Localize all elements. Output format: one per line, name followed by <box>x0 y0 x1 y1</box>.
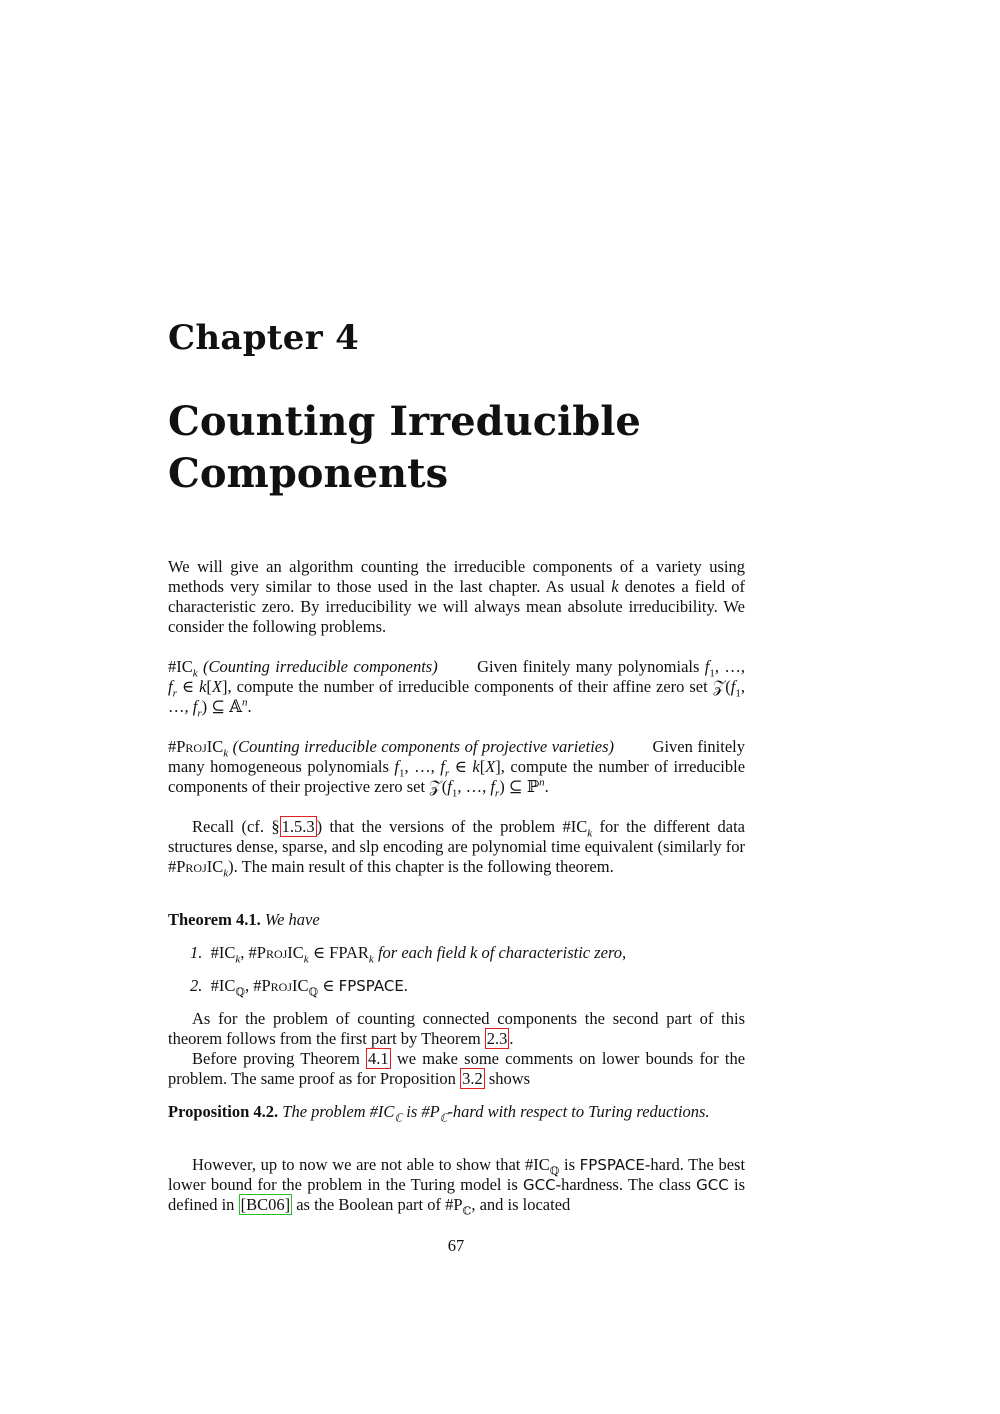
chapter-label: Chapter 4 <box>168 318 360 358</box>
proposition-ref-3-2[interactable]: 3.2 <box>462 1069 483 1088</box>
recall-paragraph: Recall (cf. § 1.5.3 ) that the versions of the problem $\#IC_k$ for the different data structures dense, sparse, and slp encoding are polynomial time equivalent (similarly for #ProjIC$_k$). The main result of this chapter is the following theorem. <box>168 817 745 880</box>
problem-ic-definition: $\#IC_k$ (Counting irreducible components) Given finitely many polynomials $f_1$, …, $f_r$ ∈ k[X], compute the number of irreducible components of their affine zero set $𝒵(f_1$, …, $f_r$) ⊆ 𝔸$^n$. <box>168 657 746 720</box>
proposition-label: Proposition 4.2. <box>168 1102 279 1121</box>
chapter-title-line-1: Counting Irreducible <box>168 398 641 445</box>
final-paragraph: However, up to now we are not able to show that $\#IC_ℚ$ is FPSPACE-hard. The best lower bound for the problem in the Turing model is GCC-hardness. The class GCC is defined in [BC06] as the Boolean part of $\#P_ℂ$, and is located <box>168 1155 746 1218</box>
proposition-4-2: Proposition 4.2. The problem $\#IC_ℂ$ is $\#P_ℂ$-hard with respect to Turing reductions. <box>168 1102 710 1125</box>
theorem-label: Theorem 4.1. <box>168 910 261 929</box>
problem-ic-title: (Counting irreducible components) <box>203 657 438 676</box>
theorem-heading <box>168 910 745 930</box>
section-ref-link[interactable]: 1.5.3 <box>281 817 315 836</box>
chapter-title <box>168 396 768 500</box>
lower-bounds-paragraph: Before proving Theorem 4.1 we make some comments on lower bounds for the problem. The same proof as for Proposition 3.2 shows <box>168 1049 746 1088</box>
problem-projic-name: #ProjIC$_k$ <box>168 737 229 760</box>
problem-projic-title: (Counting irreducible components of projective varieties) <box>232 737 615 756</box>
theorem-lead: We have <box>264 910 320 929</box>
page-number: 67 <box>447 1236 465 1255</box>
after-theorem-paragraph: As for the problem of counting connected components the second part of this theorem follows from the first part by Theorem 2.3 . <box>168 1009 745 1048</box>
intro-paragraph: We will give an algorithm counting the irreducible components of a variety using methods very similar to those used in the last chapter. As usual k denotes a field of characteristic zero. By irreducibility we will always mean absolute irreducibility. We consider the following problems. <box>168 557 746 636</box>
problem-ic-name: $\#IC_k$ <box>168 657 198 680</box>
problem-projic-definition: #ProjIC$_k$ (Counting irreducible components of projective varieties) Given finitely many homogeneous polynomials $f_1$, …, $f_r$ ∈ k[X], compute the number of irreducible components of their projective zero set $𝒵(f_1$, …, $f_r$) ⊆ ℙ$^n$. <box>168 737 746 800</box>
citation-bc06[interactable]: [BC06] <box>240 1195 291 1214</box>
theorem-ref-4-1[interactable]: 4.1 <box>368 1049 389 1068</box>
theorem-item-2: 2. $\#IC_ℚ$, #ProjIC$_ℚ$ ∈ FPSPACE. <box>190 976 408 999</box>
theorem-ref-2-3[interactable]: 2.3 <box>486 1029 508 1048</box>
chapter-title-line-2: Components <box>168 450 449 497</box>
theorem-item-1: 1. $\#IC_k$, #ProjIC$_k$ ∈ $FPAR_k$ for each field k of characteristic zero, <box>190 943 627 966</box>
